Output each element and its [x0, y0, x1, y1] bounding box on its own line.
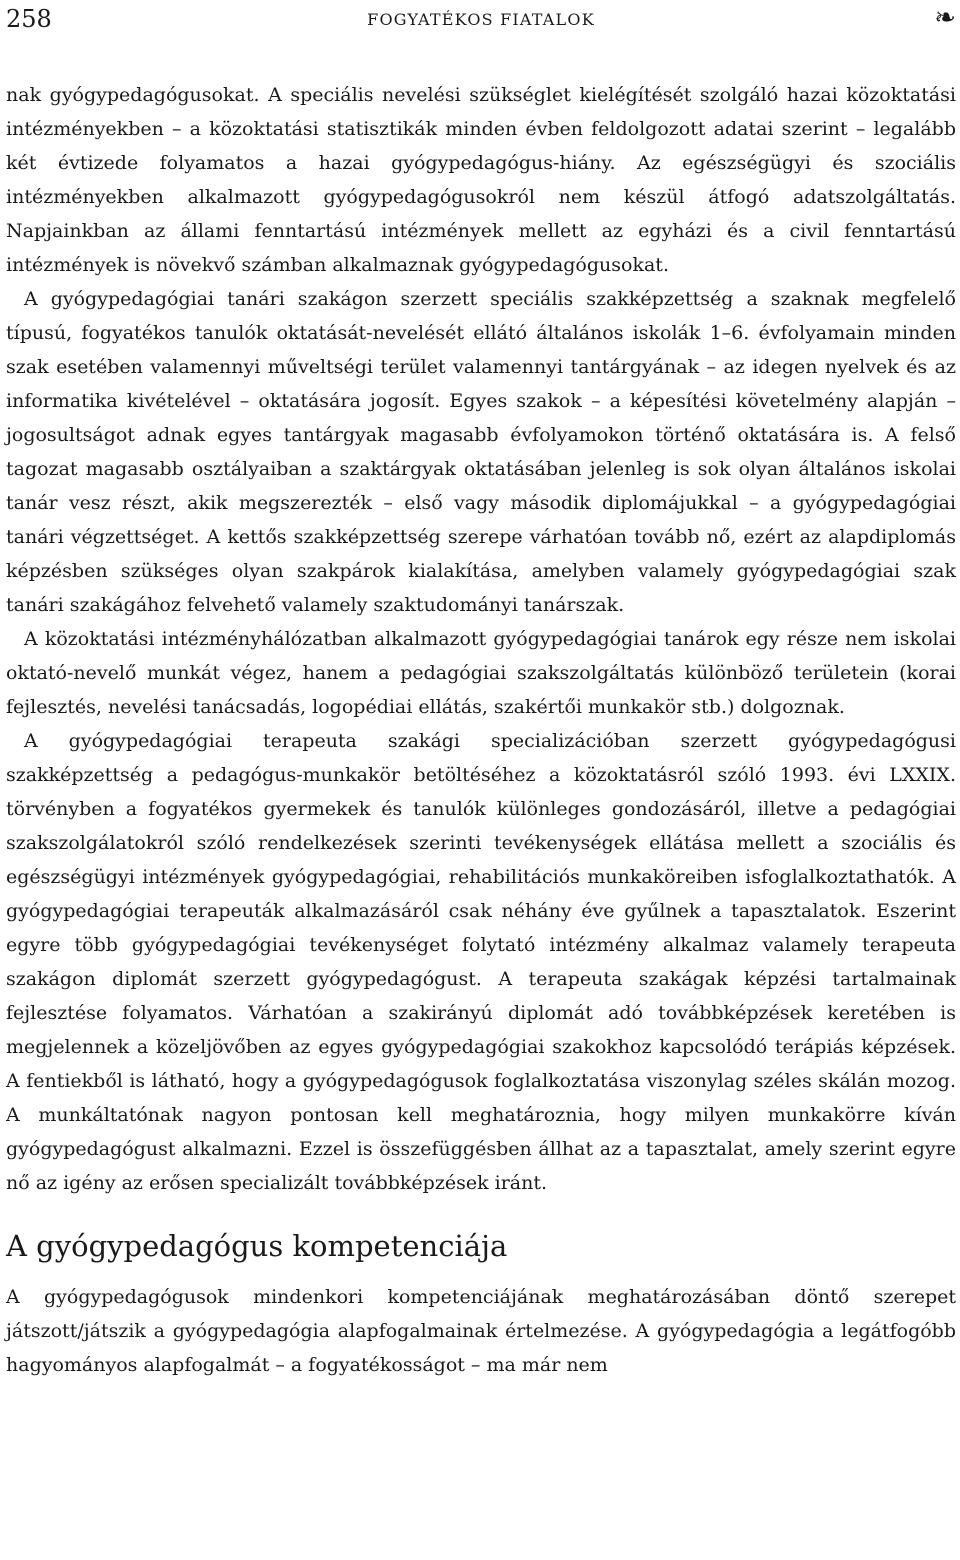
- paragraph-tanari-szakag: A gyógypedagógiai tanári szakágon szerzett speciális szakképzettség a szaknak megfelelő típusú, fogyatékos tanulók oktatását-nevelését ellátó általános iskolák 1–6. évfolyamain minden szak esetében valamennyi műveltségi terület valamennyi tantárgyának – az idegen nyelvek és az informatika kivételével – oktatására jogosít. Egyes szakok – a képesítési követelmény alapján – jogosultságot adnak egyes tantárgyak magasabb évfolyamokon történő oktatására is. A felső tagozat magasabb osztályaiban a szaktárgyak oktatásában jelenleg is sok olyan általános iskolai tanár vesz részt, akik megszerezték – első vagy második diplomájukkal – a gyógypedagógiai tanári végzettséget. A kettős szakképzettség szerepe várhatóan tovább nő, ezért az alapdiplomás képzésben szükséges olyan szakpárok kialakítása, amelyben valamely gyógypedagógiai szak tanári szakágához felvehető valamely szaktudományi tanárszak.: [6, 288, 956, 616]
- fleuron-ornament-icon: ❧: [934, 3, 956, 33]
- running-head: [6, 4, 956, 34]
- paragraph-terapeuta-szakag: A gyógypedagógiai terapeuta szakági specializációban szerzett gyógypedagógusi szakképzettség a pedagógus-munkakör betöltéséhez a közoktatásról szóló 1993. évi LXXIX. törvényben a fogyatékos gyermekek és tanulók különleges gondozásáról, illetve a pedagógiai szakszolgálatokról szóló rendelkezések szerinti tevékenységek ellátása mellett a szociális és egészségügyi intézmények gyógypedagógiai, rehabilitációs munkaköreiben isfoglalkoztathatók. A gyógypedagógiai terapeuták alkalmazásáról csak néhány éve gyűlnek a tapasztalatok. Eszerint egyre több gyógypedagógiai tevékenységet folytató intézmény alkalmaz valamely terapeuta szakágon diplomát szerzett gyógypedagógust. A terapeuta szakágak képzési tartalmainak fejlesztése folyamatos. Várhatóan a szakirányú diplomát adó továbbképzések keretében is megjelennek a közeljövőben az egyes gyógypedagógiai szakokhoz kapcsolódó terápiás képzések. A fentiekből is látható, hogy a gyógypedagógusok foglalkoztatása viszonylag széles skálán mozog. A munkáltatónak nagyon pontosan kell meghatároznia, hogy milyen munkakörre kíván gyógypedagógust alkalmazni. Ezzel is összefüggésben állhat az a tapasztalat, amely szerint egyre nő az igény az erősen specializált továbbképzések iránt.: [6, 730, 956, 1194]
- paragraph-gyogypedagogus-hiany: nak gyógypedagógusokat. A speciális nevelési szükséglet kielégítését szolgáló hazai közoktatási intézményekben – a közoktatási statisztikák minden évben feldolgozott adatai szerint – legalább két évtizede folyamatos a hazai gyógypedagógus-hiány. Az egészségügyi és szociális intézményekben alkalmazott gyógypedagógusokról nem készül átfogó adatszolgáltatás. Napjainkban az állami fenntartású intézmények mellett az egyházi és a civil fenntartású intézmények is növekvő számban alkalmaznak gyógypedagógusokat.: [6, 84, 956, 276]
- section-heading: A gyógypedagógus kompetenciája: [6, 1229, 508, 1263]
- page-number: 258: [6, 5, 52, 33]
- paragraph-kompetencia: A gyógypedagógusok mindenkori kompetenciájának meghatározásában döntő szerepet játszott/játszik a gyógypedagógia alapfogalmainak értelmezése. A gyógypedagógia a legátfogóbb hagyományos alapfogalmát – a fogyatékosságot – ma már nem: [6, 1286, 956, 1376]
- body-text: [6, 78, 956, 1382]
- running-title: FOGYATÉKOS FIATALOK: [367, 10, 595, 29]
- book-page: [6, 0, 956, 1560]
- paragraph-kozoktatasi-intezmenyhalozat: A közoktatási intézményhálózatban alkalmazott gyógypedagógiai tanárok egy része nem iskolai oktató-nevelő munkát végez, hanem a pedagógiai szakszolgáltatás különböző területein (korai fejlesztés, nevelési tanácsadás, logopédiai ellátás, szakértői munkakör stb.) dolgoznak.: [6, 628, 956, 718]
